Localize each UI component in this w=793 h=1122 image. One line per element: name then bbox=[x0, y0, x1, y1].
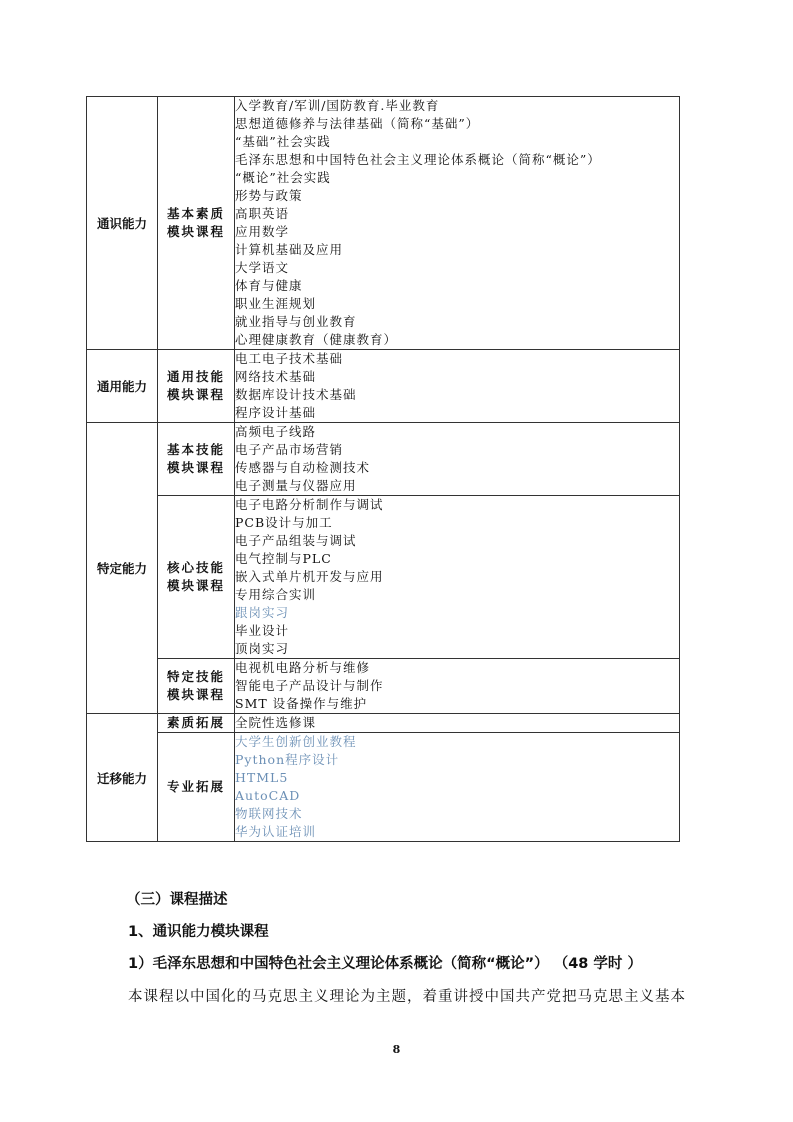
page-number: 8 bbox=[392, 1043, 401, 1056]
table-row bbox=[87, 714, 680, 733]
table-row bbox=[87, 659, 680, 714]
module-label-line2: 模块课程 bbox=[166, 460, 225, 475]
category-cell: 特定能力 bbox=[87, 423, 158, 714]
course-item: 毕业设计 bbox=[235, 623, 290, 638]
module-label-line1: 基本素质 bbox=[166, 206, 225, 221]
course-item: 毛泽东思想和中国特色社会主义理论体系概论（简称“概论”） bbox=[235, 152, 601, 167]
course-module-table bbox=[86, 96, 680, 842]
course-item: 传感器与自动检测技术 bbox=[235, 460, 371, 475]
course-item: 入学教育/军训/国防教育.毕业教育 bbox=[235, 98, 440, 113]
course-list bbox=[235, 714, 680, 733]
course-item: “基础”社会实践 bbox=[235, 134, 331, 149]
category-cell: 通识能力 bbox=[87, 97, 158, 350]
course-item-highlighted: Python程序设计 bbox=[235, 752, 340, 767]
course-item: 计算机基础及应用 bbox=[235, 242, 344, 257]
subsection-title: 1、通识能力模块课程 bbox=[128, 924, 269, 940]
course-list bbox=[235, 496, 680, 659]
course-item: 电子电路分析制作与调试 bbox=[235, 497, 384, 512]
course-item: 电气控制与PLC bbox=[235, 551, 332, 566]
table-row bbox=[87, 423, 680, 496]
module-cell bbox=[158, 659, 235, 714]
module-label-line2: 模块课程 bbox=[166, 578, 225, 593]
course-item: 电子产品组装与调试 bbox=[235, 533, 357, 548]
course-list bbox=[235, 97, 680, 350]
course-item: 高职英语 bbox=[235, 206, 290, 221]
course-item: 形势与政策 bbox=[235, 188, 303, 203]
table-row bbox=[87, 496, 680, 659]
module-label: 素质拓展 bbox=[166, 715, 225, 730]
course-heading: 1）毛泽东思想和中国特色社会主义理论体系概论（简称“概论”） （48 学时 ） bbox=[128, 956, 642, 972]
course-item: 高频电子线路 bbox=[235, 424, 317, 439]
course-list bbox=[235, 423, 680, 496]
course-item: “概论”社会实践 bbox=[235, 170, 331, 185]
course-item: PCB设计与加工 bbox=[235, 515, 333, 530]
course-item: 大学语文 bbox=[235, 260, 290, 275]
course-list bbox=[235, 733, 680, 842]
module-cell bbox=[158, 733, 235, 842]
table-row bbox=[87, 97, 680, 350]
course-item-highlighted: 物联网技术 bbox=[235, 806, 303, 821]
table-row bbox=[87, 733, 680, 842]
module-label-line2: 模块课程 bbox=[166, 224, 225, 239]
module-cell bbox=[158, 496, 235, 659]
module-label: 专业拓展 bbox=[166, 779, 225, 794]
course-item: 电子产品市场营销 bbox=[235, 442, 344, 457]
course-list bbox=[235, 350, 680, 423]
module-label-line1: 通用技能 bbox=[166, 369, 225, 384]
course-item: 心理健康教育（健康教育） bbox=[235, 332, 398, 347]
course-item: SMT 设备操作与维护 bbox=[235, 696, 368, 711]
section-title: （三）课程描述 bbox=[126, 892, 228, 908]
course-item: 电工电子技术基础 bbox=[235, 351, 344, 366]
module-label-line2: 模块课程 bbox=[166, 687, 225, 702]
module-label-line1: 基本技能 bbox=[166, 442, 225, 457]
course-item: 专用综合实训 bbox=[235, 587, 317, 602]
course-item-highlighted: AutoCAD bbox=[235, 788, 301, 803]
module-cell bbox=[158, 97, 235, 350]
course-item-highlighted: 跟岗实习 bbox=[235, 605, 290, 620]
table-row bbox=[87, 350, 680, 423]
course-item: 电子测量与仪器应用 bbox=[235, 478, 357, 493]
course-item: 智能电子产品设计与制作 bbox=[235, 678, 384, 693]
body-paragraph: 本课程以中国化的马克思主义理论为主题，着重讲授中国共产党把马克思主义基本 bbox=[128, 989, 686, 1005]
module-cell bbox=[158, 714, 235, 733]
category-cell: 迁移能力 bbox=[87, 714, 158, 842]
module-label-line1: 核心技能 bbox=[166, 560, 225, 575]
course-item: 全院性选修课 bbox=[235, 715, 317, 730]
course-item: 思想道德修养与法律基础（简称“基础”） bbox=[235, 116, 480, 131]
course-item: 嵌入式单片机开发与应用 bbox=[235, 569, 384, 584]
module-cell bbox=[158, 423, 235, 496]
course-item: 数据库设计技术基础 bbox=[235, 387, 357, 402]
course-item: 网络技术基础 bbox=[235, 369, 317, 384]
course-item: 电视机电路分析与维修 bbox=[235, 660, 371, 675]
category-cell: 通用能力 bbox=[87, 350, 158, 423]
module-label-line1: 特定技能 bbox=[166, 669, 225, 684]
course-item-highlighted: HTML5 bbox=[235, 770, 289, 785]
course-item-highlighted: 大学生创新创业教程 bbox=[235, 734, 357, 749]
course-item: 体育与健康 bbox=[235, 278, 303, 293]
course-item-highlighted: 华为认证培训 bbox=[235, 824, 317, 839]
course-list bbox=[235, 659, 680, 714]
module-cell bbox=[158, 350, 235, 423]
module-label-line2: 模块课程 bbox=[166, 387, 225, 402]
course-item: 顶岗实习 bbox=[235, 641, 290, 656]
course-item: 职业生涯规划 bbox=[235, 296, 317, 311]
course-item: 程序设计基础 bbox=[235, 405, 317, 420]
course-item: 应用数学 bbox=[235, 224, 290, 239]
course-item: 就业指导与创业教育 bbox=[235, 314, 357, 329]
